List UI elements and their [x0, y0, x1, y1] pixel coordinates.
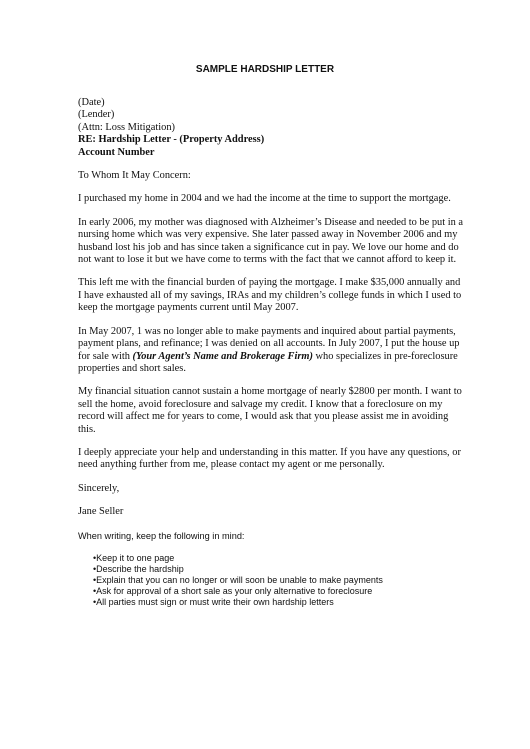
tips-heading: When writing, keep the following in mind:: [78, 530, 245, 541]
closing: Sincerely,: [78, 482, 120, 494]
attention-line: (Attn: Loss Mitigation): [78, 121, 175, 133]
agent-placeholder: (Your Agent’s Name and Brokerage Firm): [132, 350, 313, 362]
page-title: SAMPLE HARDSHIP LETTER: [195, 64, 335, 75]
salutation: To Whom It May Concern:: [78, 170, 191, 182]
re-line: RE: Hardship Letter - (Property Address): [78, 134, 265, 146]
list-item: •Explain that you can no longer or will soon be unable to make payments: [93, 574, 383, 585]
list-item: •Ask for approval of a short sale as your only alternative to foreclosure: [93, 585, 373, 596]
list-item: •Keep it to one page: [93, 552, 175, 563]
paragraph-3: This left me with the financial burden of paying the mortgage. I make $35,000 annually and I have exhausted all of my savings, IRAs and my children’s college funds in which I used to keep the mortgage payments current until May 2007.: [78, 277, 462, 314]
letter-body: [78, 97, 464, 608]
paragraph-1: I purchased my home in 2004 and we had the income at the time to support the mortgage.: [78, 193, 451, 205]
list-item: •All parties must sign or must write their own hardship letters: [93, 596, 334, 607]
paragraph-4-start: In May 2007, 1 was no longer able to make payments and inquired about partial payments, payment plans, and refinance; I was denied on all accounts. In July 2007, I put the house up for sale with: [78, 325, 460, 362]
paragraph-2: In early 2006, my mother was diagnosed with Alzheimer’s Disease and needed to be put in a nursing home which was very expensive. She later passed away in November 2006 and my husband lost his job and has since taken a significance cut in pay. We love our home and do not want to lose it but we have come to terms with the fact that we cannot afford to keep it.: [78, 216, 464, 266]
date-line: (Date): [78, 97, 105, 108]
paragraph-4-end: who specializes in pre-foreclosure properties and short sales.: [78, 350, 458, 374]
lender-line: (Lender): [78, 109, 115, 121]
account-line: Account Number: [78, 146, 155, 158]
list-item: •Describe the hardship: [93, 563, 184, 574]
signature: Jane Seller: [78, 506, 124, 518]
tips-list: [78, 553, 464, 608]
paragraph-5: My financial situation cannot sustain a home mortgage of nearly $2800 per month. I want to sell the home, avoid foreclosure and salvage my credit. I know that a foreclosure on my record will affect me for years to come, I would ask that you please assist me in avoiding this.: [78, 386, 462, 435]
paragraph-6: I deeply appreciate your help and understanding in this matter. If you have any questions, or need anything further from me, please contact my agent or me personally.: [78, 446, 461, 471]
paragraph-4: [78, 326, 464, 376]
